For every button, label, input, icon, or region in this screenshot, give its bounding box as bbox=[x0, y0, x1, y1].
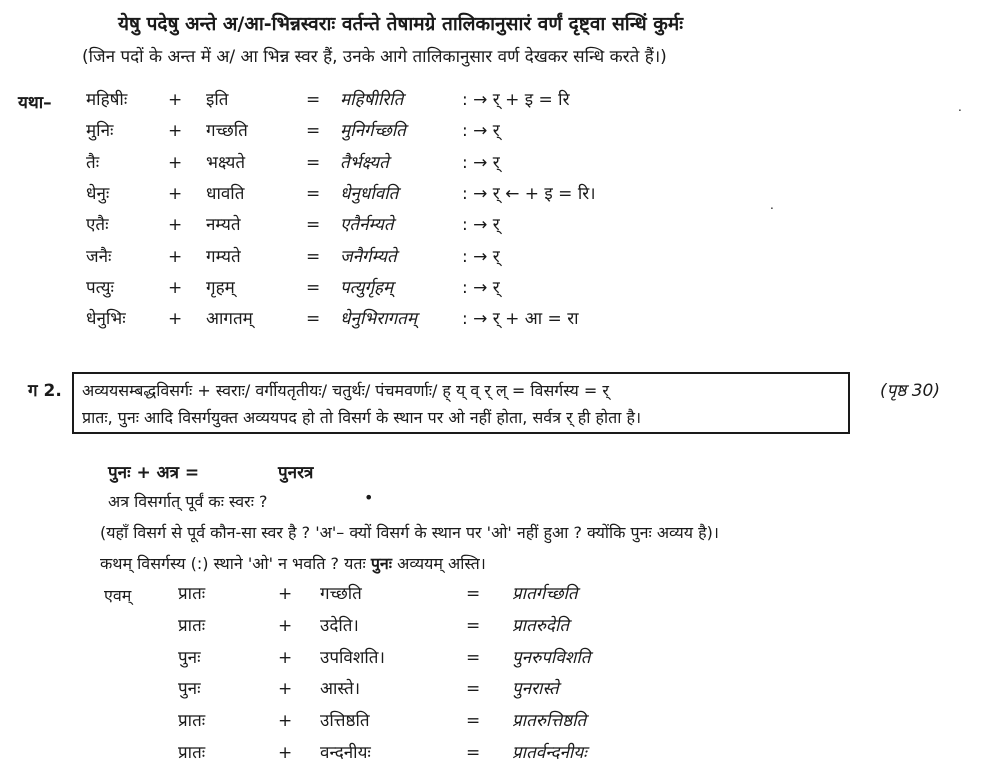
answer-text bbox=[100, 552, 486, 574]
example-plus: + bbox=[168, 309, 183, 330]
example2-word1: पुनः bbox=[178, 679, 201, 700]
example2-word2: गच्छति bbox=[320, 584, 362, 604]
yatha-label: यथा– bbox=[18, 93, 52, 113]
example-plus: + bbox=[168, 90, 183, 110]
example2-result: प्रातरुदेति bbox=[512, 615, 570, 636]
example-word2: इति bbox=[206, 90, 229, 110]
question-text: अत्र विसर्गात् पूर्वं कः स्वरः ? bbox=[108, 492, 268, 511]
example-word1: धेनुभिः bbox=[86, 309, 126, 330]
example-plus: + bbox=[168, 121, 183, 142]
example-plus: + bbox=[168, 246, 183, 267]
stray-dot-1: . bbox=[958, 100, 962, 114]
example-result: एतैर्नम्यते bbox=[340, 215, 394, 236]
example-word2: गृहम् bbox=[206, 277, 235, 298]
example-plus: + bbox=[168, 183, 183, 204]
answer-bold: पुनः bbox=[370, 554, 393, 573]
example2-plus: + bbox=[278, 679, 293, 700]
example2-result: पुनरास्ते bbox=[512, 679, 559, 700]
example-plus: + bbox=[168, 152, 183, 173]
example2-result: प्रातर्गच्छति bbox=[512, 584, 578, 604]
dot-mark: • bbox=[364, 488, 374, 507]
example-word2: धावति bbox=[206, 183, 245, 204]
page-heading: येषु पदेषु अन्ते अ/आ-भिन्नस्वराः वर्तन्ते तेषामग्रे तालिकानुसारं वर्णं दृष्ट्वा सन्धिं कुर्मः bbox=[118, 13, 684, 35]
example2-equals: = bbox=[466, 647, 481, 668]
rule-box bbox=[72, 372, 850, 434]
example-plus: + bbox=[168, 277, 183, 298]
example-equals: = bbox=[306, 277, 321, 298]
example-result: मुनिर्गच्छति bbox=[340, 121, 406, 142]
example-word2: भक्ष्यते bbox=[206, 152, 246, 173]
example-word1: मुनिः bbox=[86, 121, 114, 142]
example2-equals: = bbox=[466, 743, 481, 763]
example-result: धेनुर्धावति bbox=[340, 183, 399, 204]
example-note: : → र् + इ = रि bbox=[462, 90, 570, 110]
page-reference: (पृष्ठ 30) bbox=[880, 381, 940, 401]
example-word1: पत्युः bbox=[86, 277, 114, 298]
example2-word2: उदेति। bbox=[320, 615, 359, 636]
example2-equals: = bbox=[466, 584, 481, 604]
example2-result: प्रातरुत्तिष्ठति bbox=[512, 711, 587, 732]
example2-word1: प्रातः bbox=[178, 711, 206, 732]
example-equals: = bbox=[306, 152, 321, 173]
example2-word1: प्रातः bbox=[178, 615, 206, 636]
example-note: : → र् bbox=[462, 215, 500, 236]
example-note: : → र् bbox=[462, 246, 500, 267]
example2-plus: + bbox=[278, 647, 293, 668]
example-word2: गच्छति bbox=[206, 121, 248, 142]
example-result: महिषीरिति bbox=[340, 90, 404, 110]
example2-plus: + bbox=[278, 615, 293, 636]
answer-suffix: अव्ययम् अस्ति। bbox=[397, 554, 486, 573]
stray-dot-2: . bbox=[770, 198, 774, 212]
example2-plus: + bbox=[278, 711, 293, 732]
example2-equals: = bbox=[466, 711, 481, 732]
example-note: : → र् + आ = रा bbox=[462, 309, 579, 330]
example2-equals: = bbox=[466, 615, 481, 636]
example-equals: = bbox=[306, 215, 321, 236]
example2-result: पुनरुपविशति bbox=[512, 647, 591, 668]
evam-label: एवम् bbox=[104, 586, 132, 605]
answer-prefix: कथम् विसर्गस्य (:) स्थाने 'ओ' न भवति ? यतः bbox=[100, 554, 366, 573]
example-word2: नम्यते bbox=[206, 215, 241, 236]
example-word2: आगतम् bbox=[206, 309, 253, 330]
example2-result: प्रातर्वन्दनीयः bbox=[512, 743, 587, 763]
explanation-text: (यहाँ विसर्ग से पूर्व कौन-सा स्वर है ? 'अ'– क्यों विसर्ग के स्थान पर 'ओ' नहीं हुआ ? क्योंकि पुनः अव्यय है)। bbox=[100, 523, 719, 542]
example-plus: + bbox=[168, 215, 183, 236]
example2-word1: प्रातः bbox=[178, 743, 206, 763]
example-word1: धेनुः bbox=[86, 183, 110, 204]
example2-expression: पुनः + अत्र = bbox=[108, 463, 200, 483]
example-result: धेनुभिरागतम् bbox=[340, 309, 418, 330]
page-subheading: (जिन पदों के अन्त में अ/ आ भिन्न स्वर हैं, उनके आगे तालिकानुसार वर्ण देखकर सन्धि करते हैं।) bbox=[82, 47, 667, 67]
example2-plus: + bbox=[278, 584, 293, 604]
example2-word2: आस्ते। bbox=[320, 679, 361, 700]
example-equals: = bbox=[306, 183, 321, 204]
example2-word2: वन्दनीयः bbox=[320, 743, 371, 763]
example2-plus: + bbox=[278, 743, 293, 763]
example-result: पत्युर्गृहम् bbox=[340, 277, 394, 298]
example2-word1: पुनः bbox=[178, 647, 201, 668]
example-equals: = bbox=[306, 90, 321, 110]
rule-line-1: अव्ययसम्बद्धविसर्गः + स्वराः/ वर्गीयतृतीयः/ चतुर्थः/ पंचमवर्णाः/ ह् य् व् र् ल् = विसर्गस्य = र् bbox=[82, 381, 609, 400]
example-equals: = bbox=[306, 246, 321, 267]
example2-result: पुनरत्र bbox=[278, 463, 314, 483]
example2-equals: = bbox=[466, 679, 481, 700]
example-note: : → र् bbox=[462, 152, 500, 173]
example-result: तैर्भक्ष्यते bbox=[340, 152, 389, 173]
example-word1: महिषीः bbox=[86, 90, 128, 110]
example-word1: जनैः bbox=[86, 246, 112, 267]
rule-line-2: प्रातः, पुनः आदि विसर्गयुक्त अव्ययपद हो तो विसर्ग के स्थान पर ओ नहीं होता, सर्वत्र र् ही होता है। bbox=[82, 408, 642, 427]
example-word2: गम्यते bbox=[206, 246, 241, 267]
example2-word2: उत्तिष्ठति bbox=[320, 711, 370, 732]
example-note: : → र् bbox=[462, 121, 500, 142]
example-word1: तैः bbox=[86, 152, 100, 173]
example2-word2: उपविशति। bbox=[320, 647, 385, 668]
example2-word1: प्रातः bbox=[178, 584, 206, 604]
section-label: ग 2. bbox=[28, 381, 62, 401]
example-word1: एतैः bbox=[86, 215, 109, 236]
example-equals: = bbox=[306, 309, 321, 330]
example-note: : → र् bbox=[462, 277, 500, 298]
example-equals: = bbox=[306, 121, 321, 142]
example-result: जनैर्गम्यते bbox=[340, 246, 397, 267]
example-note: : → र् ← + इ = रि। bbox=[462, 183, 596, 204]
